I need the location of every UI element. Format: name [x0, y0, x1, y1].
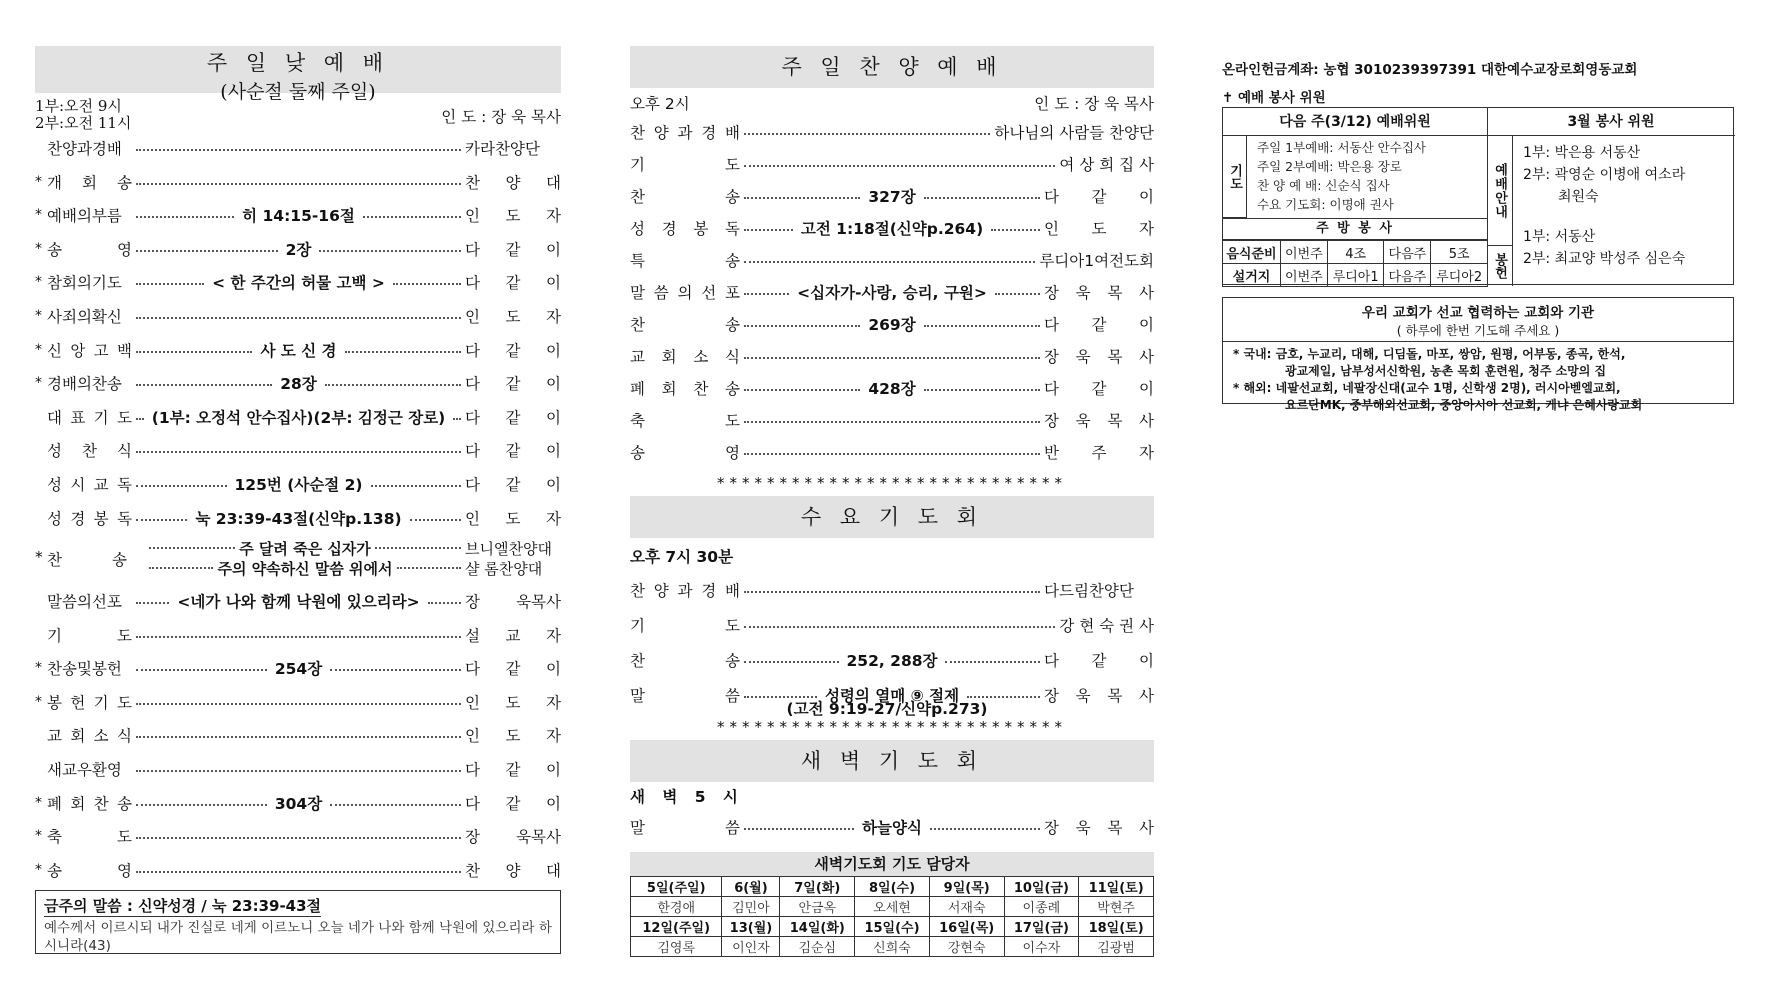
order-row [630, 181, 1154, 211]
order-row [35, 167, 561, 197]
order-row [630, 341, 1154, 371]
dawn-title: 새 벽 기 도 회 [800, 749, 984, 773]
order-content: 눅 23:39-43절(신약p.138) [195, 509, 402, 528]
mission-overseas: * 해외: 네팔선교회, 네팔장신대(교수 1명, 신학생 2명), 러시아벧엘교회, [1233, 381, 1621, 395]
order-label: 송 영 [630, 444, 740, 462]
order-person: 하나님의 사람들 찬양단 [994, 124, 1154, 142]
order-person: 다 같 이 [465, 476, 561, 494]
food-next-label: 다음주 [1384, 241, 1431, 264]
standing-mark: * [35, 240, 42, 257]
dawn-day-cell: 17일(금) [1004, 917, 1079, 937]
wash-this-group: 루디아1 [1327, 264, 1384, 287]
prayer-label: 기도 [1223, 136, 1247, 218]
offering-label: 봉헌 [1487, 246, 1513, 286]
order-row [630, 437, 1154, 467]
order-content: 하늘양식 [862, 819, 922, 837]
order-content: 428장 [868, 380, 916, 398]
guide-line-3: 최원숙 [1558, 189, 1599, 205]
dawn-day-cell: 5일(주일) [631, 877, 722, 897]
order-row [35, 368, 561, 398]
service-time-1: 1부:오전 9시 [35, 97, 122, 115]
order-label: 찬 송 [630, 188, 740, 206]
order-person: 인 도 자 [465, 509, 562, 528]
order-row [35, 402, 561, 432]
wash-next-label: 다음주 [1384, 264, 1431, 287]
dawn-day-cell: 18일(토) [1079, 917, 1154, 937]
order-person: 찬 양 대 [465, 861, 561, 880]
wash-label: 설거지 [1223, 264, 1281, 287]
sunday-praise-leader: 인 도 : 장 욱 목사 [1034, 95, 1154, 113]
order-content: <십자가-사랑, 승리, 구원> [797, 284, 987, 302]
order-person: 다 같 이 [465, 794, 562, 813]
anthem-choir-1: 브니엘찬양대 [465, 539, 552, 558]
anthem-star: * [35, 548, 43, 566]
order-person: 다 같 이 [465, 408, 562, 427]
order-person: 장 욱 목 사 [1044, 819, 1154, 837]
order-person: 다 같 이 [1044, 652, 1154, 670]
order-row [35, 754, 561, 784]
dawn-name-cell: 오세현 [855, 897, 930, 917]
order-person: 설 교 자 [465, 626, 561, 645]
order-content: < 한 주간의 허물 고백 > [212, 274, 385, 293]
order-person: 장 욱목사 [465, 593, 561, 611]
order-label: 특 송 [630, 252, 740, 270]
standing-mark: * [35, 660, 42, 677]
order-label: 기 도 [630, 156, 740, 174]
dawn-name-cell: 김영록 [631, 937, 722, 957]
sunday-praise-title-box [630, 46, 1154, 88]
kitchen-header: 주 방 봉 사 [1223, 218, 1487, 240]
order-label: 송 영 [47, 240, 132, 259]
dawn-name-cell: 이종례 [1004, 897, 1079, 917]
order-label: 참회의기도 [47, 274, 122, 293]
mission-box [1222, 297, 1734, 412]
mission-title: 우리 교회가 선교 협력하는 교회와 기관 [1361, 305, 1595, 321]
order-label: 폐 회 찬 송 [630, 380, 740, 398]
guide-line-1: 1부: 박은용 서동산 [1523, 145, 1641, 161]
order-label: 기 도 [630, 617, 740, 635]
next-week-header: 다음 주(3/12) 예배위원 [1223, 108, 1487, 136]
order-person: 다 같 이 [465, 341, 561, 360]
order-content: <네가 나와 함께 낙원에 있으리라> [177, 593, 420, 611]
order-row [35, 821, 561, 851]
standing-mark: * [35, 693, 42, 710]
food-this-label: 이번주 [1281, 241, 1328, 264]
wash-this-label: 이번주 [1281, 264, 1328, 287]
order-content: 2장 [285, 240, 312, 259]
weekly-verse-box [35, 890, 561, 954]
dawn-title-box [630, 740, 1154, 782]
order-row [35, 234, 561, 264]
order-person: 다드림찬양단 [1044, 582, 1134, 600]
dawn-name-cell: 신희숙 [855, 937, 930, 957]
dawn-table-title: 새벽기도회 기도 담당자 [630, 852, 1154, 876]
order-label: 대 표 기 도 [47, 408, 132, 427]
order-person: 인 도 자 [465, 207, 561, 226]
wednesday-time: 오후 7시 30분 [630, 548, 734, 566]
dawn-name-cell: 김민아 [722, 897, 780, 917]
anthem-row [35, 538, 561, 578]
order-content: 269장 [868, 316, 916, 334]
order-row [35, 720, 561, 750]
sunday-morning-subtitle: (사순절 둘째 주일) [220, 81, 376, 103]
order-label: 말 씀 의 선 포 [630, 284, 740, 302]
dawn-day-cell: 6(월) [722, 877, 780, 897]
order-label: 봉 헌 기 도 [47, 693, 132, 712]
service-committee-title: ✝ 예배 봉사 위원 [1222, 90, 1326, 106]
order-row [35, 335, 561, 365]
order-label: 교 회 소 식 [47, 727, 132, 746]
order-row [630, 277, 1154, 307]
order-label: 경배의찬송 [47, 375, 122, 394]
guide-lines [1523, 142, 1685, 208]
order-person: 다 같 이 [465, 274, 561, 293]
offering-lines [1523, 226, 1685, 270]
order-label: 말씀의선포 [47, 593, 122, 611]
dawn-name-cell: 안금옥 [780, 897, 855, 917]
sunday-morning-title: 주 일 낮 예 배 [206, 51, 390, 75]
dawn-prayer-table [630, 876, 1154, 957]
order-content: 125번 (사순절 2) [234, 476, 363, 494]
online-offering-account: 온라인헌금계좌: 농협 3010239397391 대한예수교장로회영동교회 [1222, 62, 1638, 78]
order-label: 찬 송 [630, 652, 740, 670]
order-person: 장 욱 목 사 [1044, 348, 1154, 366]
standing-mark: * [35, 308, 42, 324]
order-row [35, 301, 561, 331]
order-label: 신 앙 고 백 [47, 341, 132, 360]
prayer-line: 주일 2부예배: 박은용 장로 [1257, 159, 1402, 174]
order-label: 찬송및봉헌 [47, 660, 122, 679]
mission-domestic: * 국내: 금호, 누교리, 대해, 디딤돌, 마포, 쌍암, 원평, 어부동, 종곡, 한석, [1233, 347, 1626, 361]
order-content: (1부: 오정석 안수집사)(2부: 김정근 장로) [151, 408, 446, 427]
order-label: 예배의부름 [47, 207, 122, 226]
standing-mark: * [35, 794, 42, 811]
order-row [630, 117, 1154, 147]
service-committee-box [1222, 107, 1734, 285]
weekly-verse-text: 예수께서 이르시되 내가 진실로 네게 이르노니 오늘 네가 나와 함께 낙원에 있으리라 하시니라(43) [44, 920, 552, 954]
order-row [630, 405, 1154, 435]
order-person: 루디아1여전도회 [1039, 252, 1154, 270]
order-label: 찬 양 과 경 배 [630, 582, 740, 600]
order-person: 반 주 자 [1044, 444, 1154, 462]
order-label: 성 찬 식 [47, 442, 132, 461]
order-label: 송 영 [47, 861, 132, 880]
wednesday-sermon-ref: (고전 9:19-27/신약p.273) [786, 700, 988, 718]
separator-stars-1: **************************** [717, 474, 1067, 492]
standing-mark: * [35, 341, 42, 358]
order-person: 인 도 자 [465, 693, 561, 712]
guide-label: 예배안내 [1487, 136, 1513, 246]
mission-subtitle: ( 하루에 한번 기도해 주세요 ) [1223, 321, 1733, 342]
prayer-line: 찬 양 예 배: 신순식 집사 [1257, 178, 1390, 193]
order-label: 사죄의확신 [47, 308, 122, 326]
order-person: 다 같 이 [465, 660, 562, 679]
order-person: 인 도 자 [465, 727, 561, 746]
order-label: 찬양과경배 [47, 140, 122, 158]
order-label: 개 회 송 [47, 173, 132, 192]
dawn-name-cell: 한경애 [631, 897, 722, 917]
standing-mark: * [35, 274, 42, 291]
wednesday-title-box [630, 496, 1154, 538]
dawn-day-cell: 13(월) [722, 917, 780, 937]
dawn-name-cell: 김광범 [1079, 937, 1154, 957]
order-content: 252, 288장 [846, 652, 938, 670]
prayer-lines [1257, 138, 1485, 214]
prayer-line: 수요 기도회: 이명애 권사 [1257, 197, 1394, 212]
order-person: 인 도 자 [1044, 220, 1155, 238]
kitchen-table [1222, 240, 1488, 287]
sunday-morning-leader: 인 도 : 장 욱 목사 [441, 108, 561, 126]
weekly-verse-title: 금주의 말씀 : 신약성경 / 눅 23:39-43절 [44, 897, 322, 915]
dawn-name-cell: 서재숙 [929, 897, 1004, 917]
order-row [630, 373, 1154, 403]
order-row [35, 435, 561, 465]
mission-domestic-2: 광교제일, 남부성서신학원, 농촌 목회 훈련원, 청주 소망의 집 [1285, 364, 1607, 378]
order-person: 다 같 이 [465, 375, 562, 394]
wash-next-group: 루디아2 [1431, 264, 1488, 287]
order-person: 다 같 이 [465, 761, 561, 779]
order-row [35, 653, 561, 683]
order-row [630, 309, 1154, 339]
dawn-day-cell: 14일(화) [780, 917, 855, 937]
order-label: 말 씀 [630, 687, 740, 705]
order-row [630, 575, 1154, 605]
standing-mark: * [35, 173, 42, 190]
dawn-day-cell: 11일(토) [1079, 877, 1154, 897]
standing-mark: * [35, 207, 42, 224]
dawn-name-cell: 박현주 [1079, 897, 1154, 917]
order-label: 새교우환영 [47, 761, 122, 779]
order-person: 찬 양 대 [465, 173, 561, 192]
order-person: 인 도 자 [465, 308, 561, 326]
sunday-praise-time: 오후 2시 [630, 95, 690, 113]
order-content: 고전 1:18절(신약p.264) [800, 220, 984, 238]
order-label: 기 도 [47, 626, 132, 645]
order-label: 찬 양 과 경 배 [630, 124, 740, 142]
order-person: 장 욱 목 사 [1044, 687, 1154, 705]
order-content: 327장 [868, 188, 916, 206]
order-content: 304장 [274, 794, 323, 813]
order-label: 성 시 교 독 [47, 476, 132, 494]
order-person: 다 같 이 [465, 240, 562, 259]
order-person: 장 욱 목 사 [1044, 412, 1154, 430]
order-person: 다 같 이 [1044, 316, 1155, 334]
dawn-day-cell: 12일(주일) [631, 917, 722, 937]
service-time-2: 2부:오전 11시 [35, 114, 132, 132]
order-row [35, 620, 561, 650]
order-row [35, 586, 561, 616]
order-row [630, 213, 1154, 243]
standing-mark: * [35, 828, 42, 845]
dawn-name-cell: 강현숙 [929, 937, 1004, 957]
order-label: 성 경 봉 독 [47, 509, 132, 528]
order-label: 축 도 [47, 828, 132, 847]
order-content: 히 14:15-16절 [242, 207, 355, 226]
dawn-name-cell: 김순심 [780, 937, 855, 957]
order-row [35, 469, 561, 499]
order-person: 다 같 이 [465, 442, 561, 461]
order-row [630, 610, 1154, 640]
food-next-group: 5조 [1431, 241, 1488, 264]
order-label: 찬 송 [630, 316, 740, 334]
order-content: 28장 [280, 375, 317, 394]
order-row [35, 788, 561, 818]
order-content: 사 도 신 경 [260, 341, 337, 360]
offering-line-2: 2부: 최교양 박성주 심은숙 [1523, 251, 1686, 267]
order-content: 성령의 열매 ⑨ 절제 [824, 687, 960, 705]
wednesday-title: 수 요 기 도 회 [800, 505, 984, 529]
order-row [35, 687, 561, 717]
order-row [630, 812, 1154, 842]
separator-stars-2: **************************** [717, 718, 1067, 736]
order-row [630, 149, 1154, 179]
order-person: 다 같 이 [1044, 380, 1155, 398]
order-person: 여 상 희 집 사 [1059, 156, 1154, 174]
food-label: 음식준비 [1223, 241, 1281, 264]
order-row [35, 267, 561, 297]
order-person: 강 현 숙 권 사 [1059, 617, 1154, 635]
order-row [630, 645, 1154, 675]
order-label: 축 도 [630, 412, 740, 430]
order-row [35, 200, 561, 230]
march-header: 3월 봉사 위원 [1487, 108, 1735, 136]
anthem-hymn-1: 주 달려 죽은 십자가 [239, 539, 371, 558]
dawn-day-cell: 15일(수) [855, 917, 930, 937]
order-label: 폐 회 찬 송 [47, 794, 132, 813]
order-label: 말 씀 [630, 819, 740, 837]
dawn-day-cell: 7일(화) [780, 877, 855, 897]
service-times [35, 98, 131, 132]
order-person: 카라찬양단 [465, 140, 540, 158]
prayer-line: 주일 1부예배: 서동산 안수집사 [1257, 140, 1426, 155]
dawn-day-cell: 8일(수) [855, 877, 930, 897]
order-label: 성 경 봉 독 [630, 220, 740, 238]
standing-mark: * [35, 375, 42, 392]
dawn-name-cell: 이수자 [1004, 937, 1079, 957]
order-row [630, 245, 1154, 275]
order-row [35, 133, 561, 163]
offering-line-1: 1부: 서동산 [1523, 229, 1596, 245]
order-person: 장 욱목사 [465, 828, 561, 847]
order-label: 교 회 소 식 [630, 348, 740, 366]
anthem-choir-2: 샬 롬찬양대 [465, 559, 543, 578]
mission-overseas-2: 요르단MK, 중부해외선교회, 중앙아시아 선교회, 케냐 은혜사랑교회 [1285, 398, 1643, 412]
order-person: 장 욱 목 사 [1044, 284, 1155, 302]
anthem-hymn-2: 주의 약속하신 말씀 위에서 [217, 559, 393, 578]
dawn-time: 새 벽 5 시 [630, 788, 744, 806]
dawn-name-cell: 이인자 [722, 937, 780, 957]
food-this-group: 4조 [1327, 241, 1384, 264]
dawn-day-cell: 9일(목) [929, 877, 1004, 897]
order-content: 254장 [274, 660, 323, 679]
standing-mark: * [35, 861, 42, 878]
order-row [35, 855, 561, 885]
order-person: 다 같 이 [1044, 188, 1155, 206]
sunday-morning-title-box [35, 46, 561, 103]
dawn-day-cell: 10일(금) [1004, 877, 1079, 897]
dawn-day-cell: 16일(목) [929, 917, 1004, 937]
sunday-praise-title: 주 일 찬 양 예 배 [781, 55, 1003, 79]
anthem-label: 찬 송 [47, 551, 127, 569]
order-row [35, 503, 561, 533]
guide-line-2: 2부: 곽영순 이병애 여소라 [1523, 167, 1686, 183]
